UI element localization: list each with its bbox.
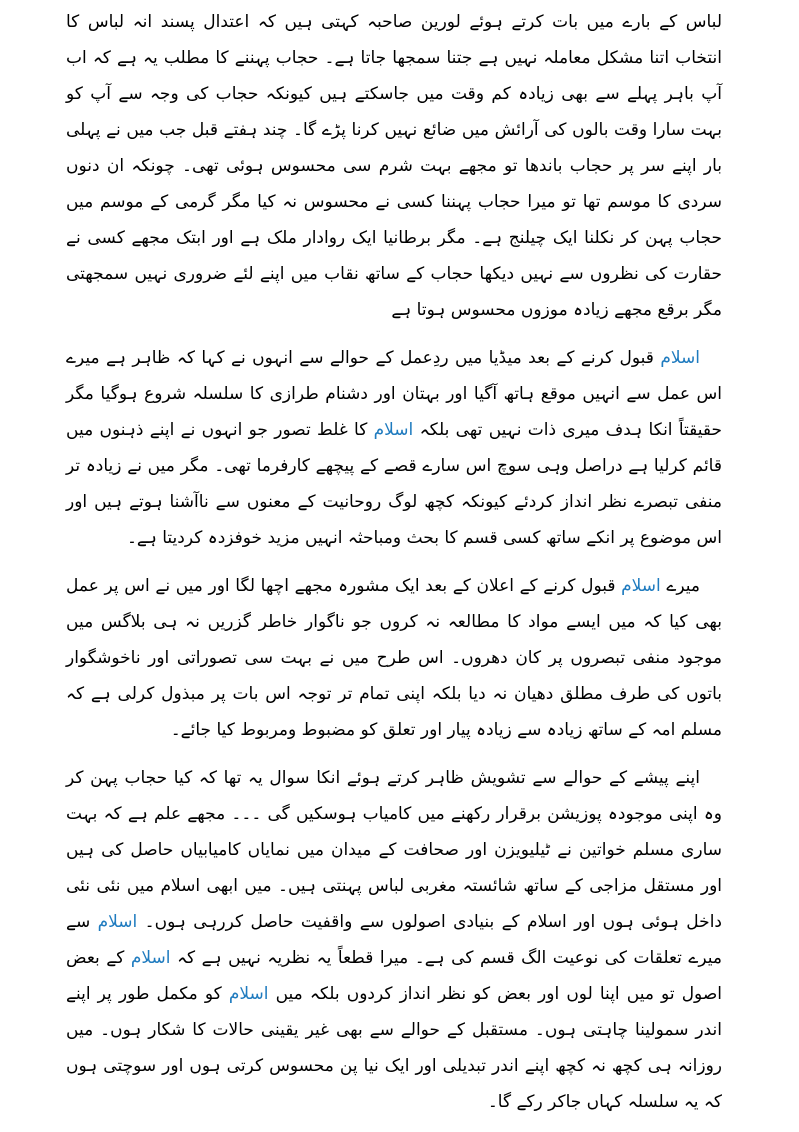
article-paragraph bbox=[66, 340, 722, 556]
paragraph-text: قبول کرنے کے بعد میڈیا میں ردِعمل کے حوالے سے انہوں نے کہا کہ ظاہر ہے میرے اس عمل سے انہیں موقع ہاتھ آگیا اور بہتان اور دشنام طرازی کا سلسلہ شروع ہوگیا مگر حقیقتاً انکا ہدف میری ذات نہیں تھی بلکہ bbox=[66, 348, 722, 440]
paragraph-text: لباس کے بارے میں بات کرتے ہوئے لورین صاحبہ کہتی ہیں کہ اعتدال پسند انہ لباس کا انتخاب اتنا مشکل معاملہ نہیں ہے جتنا سمجھا جاتا ہے۔ حجاب پہننے کا مطلب یہ ہے کہ اب آپ باہر پہلے سے بھی زیادہ کم وقت میں جاسکتے ہیں کیونکہ حجاب کی وجہ سے آپ کو بہت سارا وقت بالوں کی آرائش میں ضائع نہیں کرنا پڑے گا۔ چند ہفتے قبل جب میں نے پہلی بار اپنے سر پر حجاب باندھا تو مجھے بہت شرم سی محسوس ہوئی تھی۔ چونکہ ان دنوں سردی کا موسم تھا تو میرا حجاب پہننا کسی نے محسوس نہ کیا مگر گرمی کے موسم میں حجاب پہن کر نکلنا ایک چیلنج ہے۔ مگر برطانیا ایک روادار ملک ہے اور ابتک مجھے کسی نے حقارت کی نظروں سے نہیں دیکھا حجاب کے ساتھ نقاب میں اپنے لئے ضروری نہیں سمجھتی مگر برقع مجھے زیادہ موزوں محسوس ہوتا ہے bbox=[66, 12, 722, 320]
paragraph-text: کا غلط تصور جو انہوں نے اپنے ذہنوں میں قائم کرلیا ہے دراصل وہی سوچ اس سارے قصے کے پیچھے کارفرما تھی۔ مگر میں نے زیادہ تر منفی تبصرے نظر انداز کردئے کیونکہ کچھ لوگ روحانیت کے معنوں سے ناآشنا ہوتے ہیں اور اس موضوع پر انکے ساتھ کسی قسم کا بحث ومباحثہ انہیں مزید خوفزدہ کردیتا ہے۔ bbox=[66, 420, 722, 548]
article-paragraph bbox=[66, 4, 722, 328]
paragraph-text: کو مکمل طور پر اپنے اندر سمولینا چاہتی ہوں۔ مستقبل کے حوالے سے بھی غیر یقینی حالات کا شکار ہوں۔ میں روزانہ ہی کچھ نہ کچھ اپنے اندر تبدیلی اور ایک نیا پن محسوس کرتی ہوں اور سوچتی ہوں کہ یہ سلسلہ کہاں جاکر رکے گا۔ bbox=[66, 984, 722, 1112]
paragraph-text: سے میرے تعلقات کی نوعیت الگ قسم کی ہے۔ میرا قطعاً یہ نظریہ نہیں ہے کہ bbox=[66, 912, 723, 968]
paragraph-text: میرے bbox=[660, 576, 700, 596]
highlighted-keyword: اسلام bbox=[621, 576, 661, 596]
highlighted-keyword: اسلام bbox=[373, 420, 414, 440]
article-paragraph bbox=[66, 568, 722, 748]
article-paragraph bbox=[66, 760, 722, 1120]
paragraph-text: قبول کرنے کے اعلان کے بعد ایک مشورہ مجھے اچھا لگا اور میں نے اس پر عمل بھی کیا کہ میں ایسے مواد کا مطالعہ نہ کروں جو ناگوار خاطر گزریں نہ ہی بلاگس میں موجود منفی تبصروں پر کان دھروں۔ اس طرح میں نے بہت سی تصوراتی اور ناخوشگوار باتوں کی طرف مطلق دھیان نہ دیا بلکہ اپنی تمام تر توجہ اس بات پر مبذول کرلی ہے کہ مسلم امہ کے ساتھ زیادہ سے زیادہ پیار اور تعلق کو مضبوط ومربوط کیا جائے۔ bbox=[66, 576, 722, 740]
highlighted-keyword: اسلام bbox=[660, 348, 700, 368]
paragraph-text: اپنے پیشے کے حوالے سے تشویش ظاہر کرتے ہوئے انکا سوال یہ تھا کہ کیا حجاب پہن کر وہ اپنی موجودہ پوزیشن برقرار رکھنے میں کامیاب ہوسکیں گی ۔۔۔ مجھے علم ہے کہ بہت ساری مسلم خواتین نے ٹیلیویزن اور صحافت کے میدان میں نمایاں کامیابیاں حاصل کی ہیں اور مستقل مزاجی کے ساتھ شائستہ مغربی لباس پہنتی ہیں۔ میں ابھی اسلام میں نئی نئی داخل ہوئی ہوں اور اسلام کے بنیادی اصولوں سے واقفیت حاصل کررہی ہوں۔ bbox=[66, 768, 722, 932]
highlighted-keyword: اسلام bbox=[228, 984, 269, 1004]
highlighted-keyword: اسلام bbox=[130, 948, 171, 968]
article-body bbox=[66, 4, 722, 1132]
paragraph-text: کے بعض اصول تو میں اپنا لوں اور بعض کو نظر انداز کردوں بلکہ میں bbox=[66, 948, 722, 1004]
highlighted-keyword: اسلام bbox=[97, 912, 138, 932]
